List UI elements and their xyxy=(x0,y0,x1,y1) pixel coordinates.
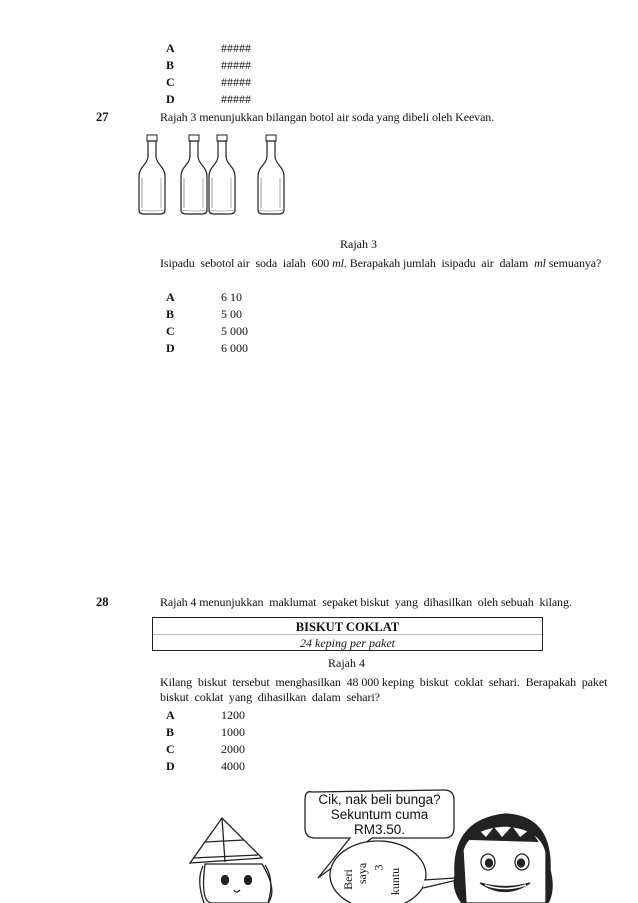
option-value: 5 000 xyxy=(221,324,248,338)
option-letter: D xyxy=(166,92,175,106)
option-letter: C xyxy=(166,324,175,338)
question-stem: Rajah 3 menunjukkan bilangan botol air soda yang dibeli oleh Keevan. xyxy=(160,110,495,124)
option-value: 4000 xyxy=(221,759,245,773)
option-value: ##### xyxy=(221,75,251,89)
option-value: 6 000 xyxy=(221,341,248,355)
figure-caption: Rajah 3 xyxy=(340,237,377,251)
option-letter: B xyxy=(166,307,175,321)
girl-with-hat xyxy=(190,818,272,903)
option-letter: C xyxy=(166,75,175,89)
option-letter: D xyxy=(166,341,175,355)
option-letter: B xyxy=(166,58,175,72)
soda-bottle xyxy=(181,135,207,214)
option-value: 1000 xyxy=(221,725,245,739)
girl-with-pigtails xyxy=(454,814,552,903)
option-value: 1200 xyxy=(221,708,245,722)
option-value: ##### xyxy=(221,58,251,72)
option-value: ##### xyxy=(221,41,251,55)
small-bubble-text xyxy=(338,852,418,902)
small-bubble-word: Beri xyxy=(340,869,355,890)
question-text: Isipadu sebotol air soda ialah 600 ml. Berapakah jumlah isipadu air dalam ml semuanya? xyxy=(160,256,602,270)
small-bubble-word: kuntu xyxy=(388,867,403,896)
question-text-line1: Kilang biskut tersebut menghasilkan 48 000 keping biskut coklat sehari. Berapakah paket xyxy=(160,675,608,689)
option-value: 6 10 xyxy=(221,290,242,304)
speech-line: Cik, nak beli bunga? xyxy=(318,792,441,807)
option-letter: A xyxy=(166,41,175,55)
option-value: 2000 xyxy=(221,742,245,756)
question-number: 28 xyxy=(96,595,109,609)
box-subtitle: 24 keping per paket xyxy=(300,636,395,650)
soda-bottle xyxy=(258,135,284,214)
question-stem: Rajah 4 menunjukkan maklumat sepaket biskut yang dihasilkan oleh sebuah kilang. xyxy=(160,595,572,609)
option-letter: B xyxy=(166,725,175,739)
option-letter: A xyxy=(166,290,175,304)
option-letter: A xyxy=(166,708,175,722)
box-title: BISKUT COKLAT xyxy=(295,620,400,634)
speech-line: Sekuntum cuma RM3.50. xyxy=(330,807,429,837)
small-bubble-word: saya xyxy=(355,862,370,885)
speech-bubble-text xyxy=(305,792,454,837)
small-bubble-word: 3 xyxy=(371,864,386,871)
question-text-line2: biskut coklat yang dihasilkan dalam sehari? xyxy=(160,690,380,704)
soda-bottle xyxy=(209,135,235,214)
soda-bottle xyxy=(139,135,165,214)
question-number: 27 xyxy=(96,110,109,124)
soda-bottles-figure xyxy=(134,134,294,216)
option-value: 5 00 xyxy=(221,307,242,321)
figure-caption: Rajah 4 xyxy=(328,656,365,670)
product-info-box xyxy=(152,617,543,651)
option-letter: D xyxy=(166,759,175,773)
option-value: ##### xyxy=(221,92,251,106)
option-letter: C xyxy=(166,742,175,756)
